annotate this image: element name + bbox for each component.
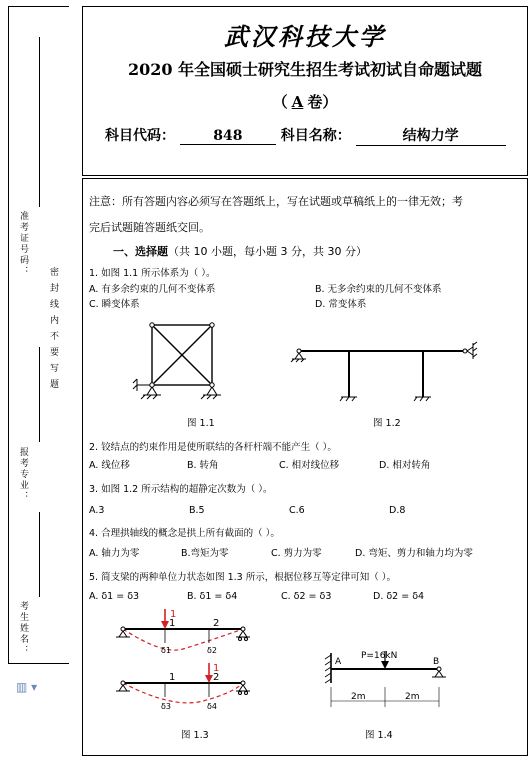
section-title: 一、选择题 (113, 245, 168, 258)
question-3-option-d: D.8 (389, 505, 406, 516)
state1-point-1: 1 (169, 618, 176, 629)
binding-strip (8, 6, 69, 664)
subject-line (105, 125, 506, 146)
delta-1: δ1 (161, 646, 171, 655)
seat-no-line (39, 37, 40, 207)
exam-header (82, 6, 528, 176)
question-2-option-d: D. 相对转角 (379, 460, 431, 471)
paper-letter: A (291, 93, 304, 111)
question-5-option-c: C. δ2 = δ3 (281, 591, 332, 602)
question-5-stem: 5. 简支梁的两种单位力状态如图 1.3 所示，根据位移互等定律可知（ ）。 (89, 572, 397, 583)
delta-3: δ3 (161, 702, 171, 711)
delta-2: δ2 (207, 646, 217, 655)
point-a-label: A (335, 657, 342, 667)
question-5-option-d: D. δ2 = δ4 (373, 591, 425, 602)
unit-load-state-2 (116, 663, 250, 711)
question-3-stem: 3. 如图 1.2 所示结构的超静定次数为（ ）。 (89, 484, 273, 495)
exam-content (82, 178, 528, 756)
question-4-option-d: D. 弯矩、剪力和轴力均为零 (355, 548, 473, 559)
section-heading (113, 243, 367, 259)
subject-name-value: 结构力学 (356, 125, 506, 146)
caption-fig-1-1: 图 1.1 (187, 418, 215, 429)
paper-prefix: （ (272, 93, 288, 111)
caption-fig-1-2: 图 1.2 (373, 418, 401, 429)
point-b-label: B (433, 657, 440, 667)
subject-name-label: 科目名称： (280, 128, 351, 144)
question-1-option-c: C. 瞬变体系 (89, 299, 140, 310)
name-label: 考生姓名： (18, 601, 28, 656)
exam-title: 2020 年全国硕士研究生招生考试初试自命题试题 (127, 60, 483, 79)
major-line (39, 347, 40, 442)
left-pin-supports (133, 379, 161, 399)
paper-type (83, 91, 527, 112)
question-1-stem: 1. 如图 1.1 所示体系为（ ）。 (89, 268, 216, 279)
figure-1-3 (113, 605, 263, 719)
section-detail: （共 10 小题，每小题 3 分，共 30 分） (168, 245, 367, 258)
question-2-option-b: B. 转角 (187, 460, 219, 471)
doc-menu-icon[interactable]: ▥ ▾ (16, 680, 38, 694)
paper-suffix: 卷） (307, 93, 338, 111)
question-3-option-c: C.6 (289, 505, 305, 516)
load-label: P=16kN (361, 651, 398, 661)
seat-no-label: 准考证号码： (18, 211, 28, 277)
question-4-stem: 4. 合理拱轴线的概念是拱上所有截面的（ ）。 (89, 528, 280, 539)
question-3-option-b: B.5 (189, 505, 205, 516)
right-pin-support (201, 387, 221, 399)
notice-line-1: 注意：所有答题内容必须写在答题纸上，写在试题或草稿纸上的一律无效；考 (89, 195, 463, 208)
subject-code-label: 科目代码： (105, 128, 175, 144)
caption-fig-1-4: 图 1.4 (365, 730, 393, 741)
question-1-option-d: D. 常变体系 (315, 299, 367, 310)
unit-load-state-1 (116, 609, 250, 655)
question-2-option-c: C. 相对线位移 (279, 460, 340, 471)
figure-1-4 (315, 649, 455, 729)
question-4-option-c: C. 剪力为零 (271, 548, 322, 559)
figure-1-2 (289, 339, 489, 405)
question-2-option-a: A. 线位移 (89, 460, 130, 471)
question-1-option-b: B. 无多余约束的几何不变体系 (315, 284, 442, 295)
notice-line-2: 完后试题随答题纸交回。 (89, 221, 210, 234)
question-2-stem: 2. 铰结点的约束作用是使所联结的各杆杆端不能产生（ ）。 (89, 442, 337, 453)
university-logo: 武汉科技大学 (224, 22, 386, 51)
delta-4: δ4 (207, 702, 217, 711)
state1-load-label: 1 (170, 609, 177, 620)
question-1-option-a: A. 有多余约束的几何不变体系 (89, 284, 216, 295)
question-5-option-b: B. δ1 = δ4 (187, 591, 238, 602)
caption-fig-1-3: 图 1.3 (181, 730, 209, 741)
name-line (39, 512, 40, 597)
span-1-dim: 2m (351, 692, 366, 702)
state2-point-1: 1 (169, 672, 176, 683)
figure-1-1 (127, 315, 227, 409)
span-2-dim: 2m (405, 692, 420, 702)
state2-point-2: 2 (213, 672, 220, 683)
question-4-option-a: A. 轴力为零 (89, 548, 140, 559)
major-label: 报考专业： (18, 447, 28, 502)
question-5-option-a: A. δ1 = δ3 (89, 591, 140, 602)
state1-point-2: 2 (213, 618, 220, 629)
state2-load-label: 1 (213, 663, 220, 674)
question-3-option-a: A.3 (89, 505, 105, 516)
question-4-option-b: B.弯矩为零 (181, 548, 229, 559)
subject-code-value: 848 (180, 128, 276, 145)
no-answer-note: 密封线内不要写题 (48, 267, 58, 395)
